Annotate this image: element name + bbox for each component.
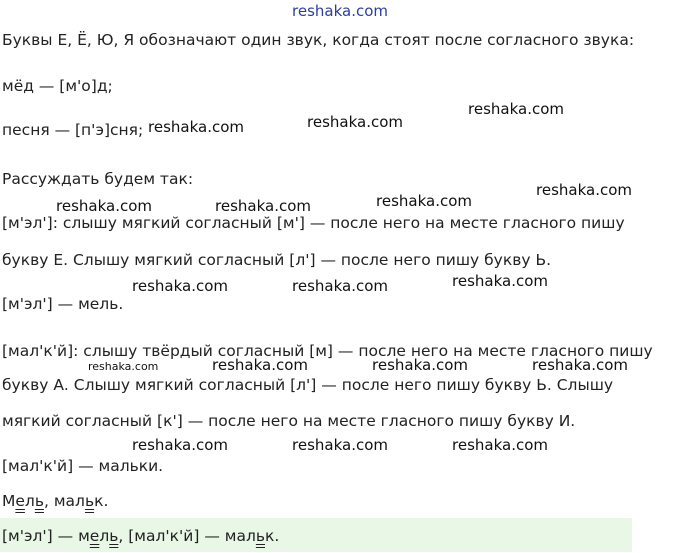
word-part: , [мал'к'й] — ма: [118, 527, 246, 545]
watermark: reshaka.com: [292, 277, 388, 295]
watermark: reshaka.com: [56, 197, 152, 215]
watermark: reshaka.com: [452, 272, 548, 290]
watermark: reshaka.com: [372, 356, 468, 374]
watermark: reshaka.com: [292, 436, 388, 454]
watermark: reshaka.com: [212, 356, 308, 374]
marked-letter: ь: [109, 527, 119, 545]
watermark-top: reshaka.com: [292, 2, 388, 20]
watermark: reshaka.com: [132, 436, 228, 454]
reasoning-mel-1: [м'эл']: слышу мягкий согласный [м'] — после него на месте гласного пишу: [2, 214, 625, 232]
words-marked: [2, 492, 108, 510]
word-part: л: [245, 527, 256, 545]
watermark: reshaka.com: [536, 181, 632, 199]
watermark: reshaka.com: [88, 360, 159, 373]
word-part: , ма: [43, 492, 76, 510]
reasoning-malki-3: мягкий согласный [к'] — после него на месте гласного пишу букву И.: [2, 412, 576, 430]
watermark: reshaka.com: [307, 113, 403, 131]
watermark: reshaka.com: [148, 118, 244, 136]
watermark: reshaka.com: [452, 436, 548, 454]
result-malki: [мал'к'й] — мальки.: [2, 457, 164, 475]
watermark: reshaka.com: [468, 100, 564, 118]
answer-line: [2, 527, 279, 545]
reasoning-mel-2: букву Е. Слышу мягкий согласный [л'] — после него пишу букву Ь.: [2, 251, 552, 269]
word-part: к: [94, 492, 104, 510]
result-mel: [м'эл'] — мель.: [2, 295, 124, 313]
word-part: л: [24, 492, 35, 510]
reasoning-malki-2: букву А. Слышу мягкий согласный [л'] — после него пишу букву Ь. Слышу: [2, 376, 614, 394]
word-part: к.: [265, 527, 280, 545]
reasoning-malki-1: [мал'к'й]: слышу твёрдый согласный [м] — после него на месте гласного пишу: [2, 342, 653, 360]
reasoning-intro: Рассуждать будем так:: [2, 170, 194, 188]
word-part: л: [75, 492, 85, 510]
marked-letter: е: [15, 492, 25, 510]
marked-letter: ь: [255, 527, 266, 545]
word-part: л: [99, 527, 110, 545]
paragraph-rule: Буквы Е, Ё, Ю, Я обозначают один звук, когда стоят после согласного звука:: [2, 31, 635, 49]
marked-letter: ь: [84, 492, 95, 510]
word-part: [м'эл'] — м: [2, 527, 90, 545]
word-part: .: [103, 492, 109, 510]
marked-letter: ь: [34, 492, 44, 510]
watermark: reshaka.com: [132, 277, 228, 295]
example-pesnya: песня — [п'э]сня;: [2, 121, 144, 139]
watermark: reshaka.com: [532, 356, 628, 374]
example-med: мёд — [м'о]д;: [2, 77, 113, 95]
marked-letter: е: [89, 527, 100, 545]
watermark: reshaka.com: [376, 192, 472, 210]
watermark: reshaka.com: [215, 197, 311, 215]
word-part: М: [2, 492, 16, 510]
